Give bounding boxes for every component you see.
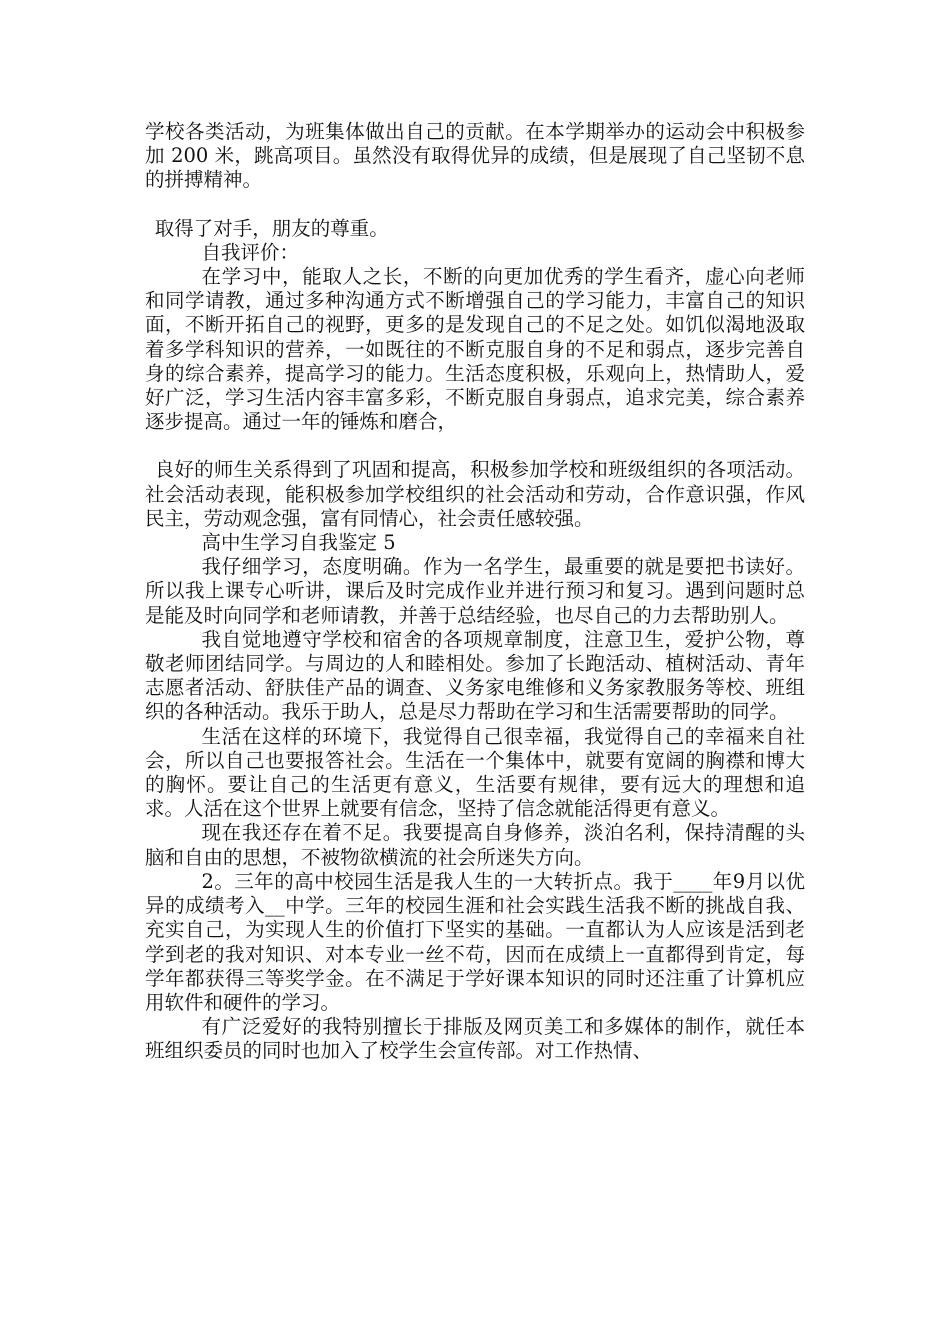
paragraph-sports: 学校各类活动，为班集体做出自己的贡献。在本学期举办的运动会中积极参加 200 米，跳高项目。虽然没有取得优异的成绩，但是展现了自己坚韧不息的拼搏精神。 (145, 120, 805, 192)
paragraph-three-years: 2。三年的高中校园生活是我人生的一大转折点。我于____年9月以优异的成绩考入__中学。三年的校园生涯和社会实践生活我不断的挑战自我、充实自己，为实现人生的价值打下坚实的基础。一直都认为人应该是活到老学到老的我对知识、对本专业一丝不苟，因而在成绩上一直都得到肯定，每学年都获得三等奖学金。在不满足于学好课本知识的同时还注重了计算机应用软件和硬件的学习。 (145, 869, 805, 1014)
document-body (145, 120, 805, 1064)
section-heading-appraisal-5: 高中生学习自我鉴定 5 (201, 531, 396, 555)
paragraph-discipline: 我自觉地遵守学校和宿舍的各项规章制度，注意卫生，爱护公物，尊敬老师团结同学。与周边的人和睦相处。参加了长跑活动、植树活动、青年志愿者活动、舒肤佳产品的调查、义务家电维修和义务家教服务等校、班组织的各种活动。我乐于助人，总是尽力帮助在学习和生活需要帮助的同学。 (145, 627, 805, 724)
paragraph-gap (145, 434, 805, 458)
paragraph-gap (145, 193, 805, 217)
paragraph-shortcomings: 现在我还存在着不足。我要提高自身修养，淡泊名利，保持清醒的头脑和自由的思想，不被物欲横流的社会所迷失方向。 (145, 821, 805, 869)
paragraph-relations: 良好的师生关系得到了巩固和提高，积极参加学校和班级组织的各项活动。社会活动表现，能积极参加学校组织的社会活动和劳动，合作意识强，作风民主，劳动观念强，富有同情心，社会责任感较强。 (145, 458, 805, 530)
paragraph-attitude: 我仔细学习，态度明确。作为一名学生，最重要的就是要把书读好。所以我上课专心听讲，课后及时完成作业并进行预习和复习。遇到问题时总是能及时向同学和老师请教，并善于总结经验，也尽自己的力去帮助别人。 (145, 555, 805, 627)
paragraph-respect: 取得了对手，朋友的尊重。 (154, 216, 389, 240)
paragraph-hobbies: 有广泛爱好的我特别擅长于排版及网页美工和多媒体的制作，就任本班组织委员的同时也加入了校学生会宣传部。对工作热情、 (145, 1015, 805, 1063)
section-heading-self-evaluation: 自我评价： (201, 240, 300, 264)
paragraph-study: 在学习中，能取人之长，不断的向更加优秀的学生看齐，虚心向老师和同学请教，通过多种沟通方式不断增强自己的学习能力，丰富自己的知识面，不断开拓自己的视野，更多的是发现自己的不足之处。如饥似渴地汲取着多学科知识的营养，一如既往的不断克服自身的不足和弱点，逐步完善自身的综合素养，提高学习的能力。生活态度积极，乐观向上，热情助人，爱好广泛，学习生活内容丰富多彩，不断克服自身弱点，追求完美，综合素养逐步提高。通过一年的锤炼和磨合， (145, 265, 805, 434)
paragraph-life: 生活在这样的环境下，我觉得自己很幸福，我觉得自己的幸福来自社会，所以自己也要报答社会。生活在一个集体中，就要有宽阔的胸襟和博大的胸怀。要让自己的生活更有意义，生活要有规律，要有远大的理想和追求。人活在这个世界上就要有信念，坚持了信念就能活得更有意义。 (145, 724, 805, 821)
